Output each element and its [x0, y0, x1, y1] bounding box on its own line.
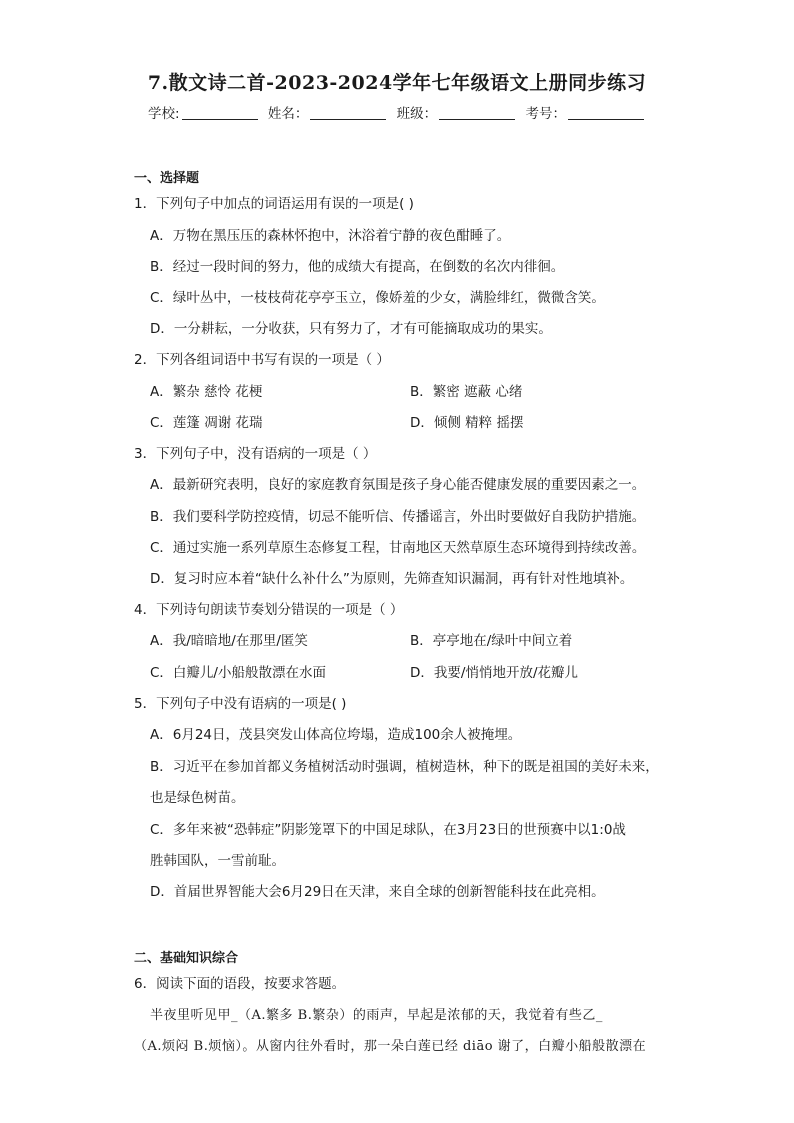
question-3-option-c: C．通过实施一系列草原生态修复工程，甘南地区天然草原生态环境得到持续改善。: [150, 540, 646, 556]
question-5-option-b-line-2: 也是绿色树苗。: [150, 790, 245, 806]
question-6-passage-line-2: （A.烦闷 B.烦恼）。从窗内往外看时，那一朵白莲已经 diāo 谢了，白瓣小船般散漂在: [134, 1039, 647, 1054]
question-1-option-b: B．经过一段时间的努力，他的成绩大有提高，在倒数的名次内徘徊。: [150, 259, 565, 275]
question-2-stem: 2．下列各组词语中书写有误的一项是（ ）: [134, 352, 390, 368]
question-2-option-c: C．莲篷 凋谢 花瑞: [150, 415, 263, 431]
question-6-stem: 6．阅读下面的语段，按要求答题。: [134, 976, 346, 992]
question-2-option-a: A．繁杂 慈怜 花梗: [150, 384, 263, 400]
exam-number-blank: [568, 105, 644, 120]
question-6-passage-line-1: 半夜里听见甲_（A.繁多 B.繁杂）的雨声，早起是浓郁的天，我觉着有些乙_: [150, 1008, 603, 1023]
question-5-stem: 5．下列句子中没有语病的一项是( ): [134, 696, 347, 712]
page-title: 7.散文诗二首-2023-2024学年七年级语文上册同步练习: [147, 72, 647, 94]
section-heading-choice: 一、选择题: [134, 171, 200, 186]
question-2-option-b: B．繁密 遮蔽 心绪: [410, 384, 523, 400]
question-3-option-d: D．复习时应本着“缺什么补什么”为原则，先筛查知识漏洞，再有针对性地填补。: [150, 571, 634, 587]
question-4-option-a: A．我/暗暗地/在那里/匿笑: [150, 633, 308, 649]
school-blank: [182, 105, 258, 120]
question-3-stem: 3．下列句子中，没有语病的一项是（ ）: [134, 446, 377, 462]
question-5-option-b-line-1: B．习近平在参加首都义务植树活动时强调，植树造林，种下的既是祖国的美好未来，: [150, 759, 659, 775]
question-3-option-a: A．最新研究表明，良好的家庭教育氛围是孩子身心能否健康发展的重要因素之一。: [150, 477, 646, 493]
question-2-option-d: D．倾侧 精粹 摇摆: [410, 415, 524, 431]
exam-number-label: 考号：: [525, 106, 566, 122]
student-info-line: [0, 102, 794, 122]
question-5-option-c-line-2: 胜韩国队，一雪前耻。: [150, 853, 285, 869]
question-4-stem: 4．下列诗句朗读节奏划分错误的一项是（ ）: [134, 602, 404, 618]
question-1-option-d: D．一分耕耘，一分收获，只有努力了，才有可能摘取成功的果实。: [150, 321, 552, 337]
school-label: 学校:: [148, 106, 180, 122]
question-3-option-b: B．我们要科学防控疫情，切忌不能听信、传播谣言，外出时要做好自我防护措施。: [150, 509, 646, 525]
class-blank: [439, 105, 515, 120]
question-1-option-a: A．万物在黑压压的森林怀抱中，沐浴着宁静的夜色酣睡了。: [150, 228, 511, 244]
question-4-option-c: C．白瓣儿/小船般散漂在水面: [150, 665, 326, 681]
question-5-option-c-line-1: C．多年来被“恐韩症”阴影笼罩下的中国足球队，在3月23日的世预赛中以1:0战: [150, 822, 626, 838]
section-heading-basic-knowledge: 二、基础知识综合: [134, 951, 239, 966]
question-4-option-d: D．我要/悄悄地开放/花瓣儿: [410, 665, 578, 681]
question-5-option-d: D．首届世界智能大会6月29日在天津，来自全球的创新智能科技在此亮相。: [150, 884, 605, 900]
question-4-option-b: B．亭亭地在/绿叶中间立着: [410, 633, 573, 649]
question-1-option-c: C．绿叶丛中，一枝枝荷花亭亭玉立，像娇羞的少女，满脸绯红，微微含笑。: [150, 290, 605, 306]
name-label: 姓名：: [267, 106, 309, 122]
name-blank: [310, 105, 386, 120]
class-label: 班级：: [396, 106, 438, 122]
question-1-stem: 1．下列句子中加点的词语运用有误的一项是( ): [134, 196, 414, 212]
question-5-option-a: A．6月24日，茂县突发山体高位垮塌，造成100余人被掩埋。: [150, 727, 522, 743]
